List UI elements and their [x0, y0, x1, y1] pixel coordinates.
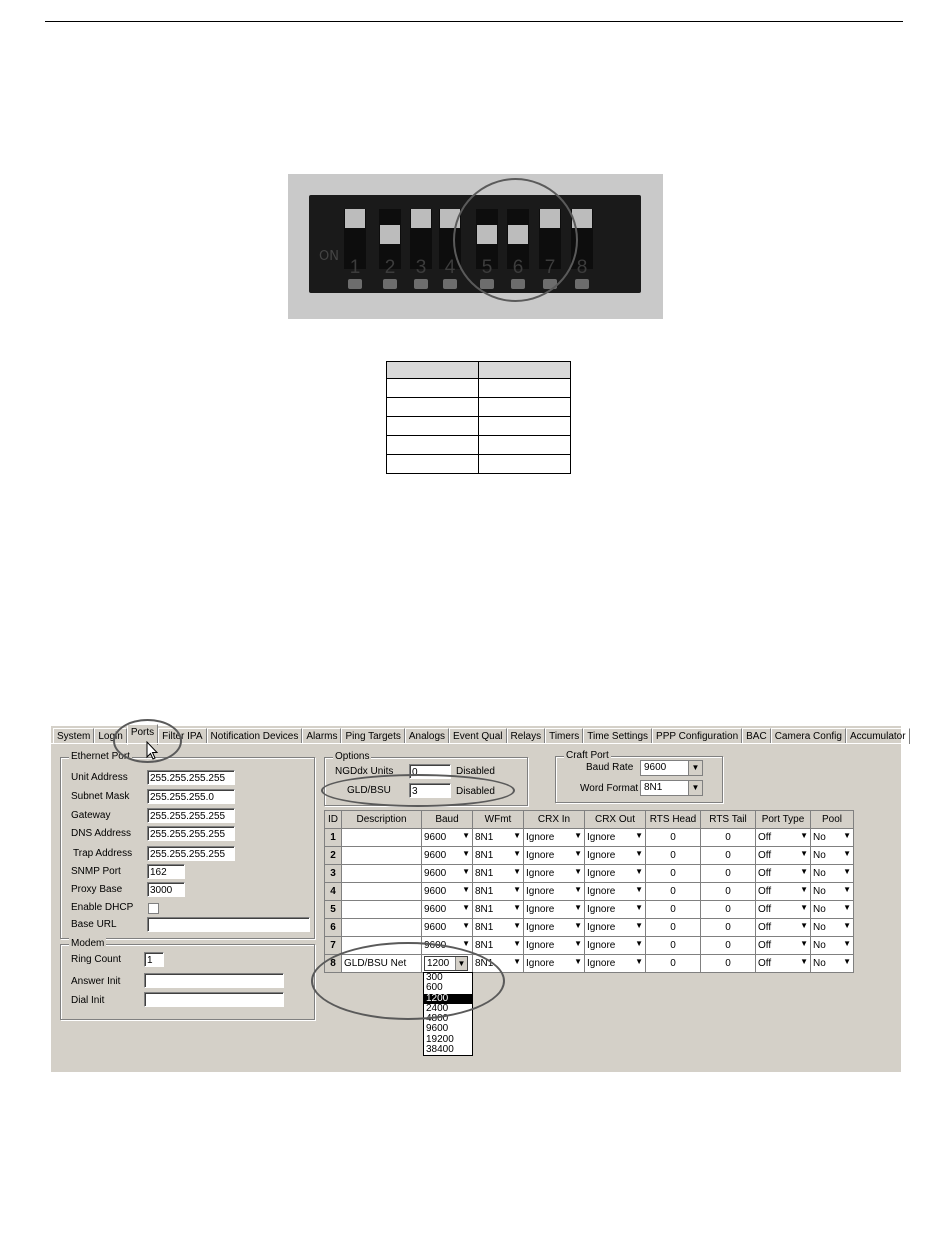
grid-cell[interactable]: 9600 ▼ — [422, 883, 473, 901]
table-row — [325, 883, 854, 901]
grid-cell[interactable]: 0 — [701, 919, 756, 937]
chevron-down-icon[interactable]: ▼ — [574, 867, 582, 876]
tab-accumulator[interactable]: Accumulator — [846, 728, 910, 744]
enable-dhcp-checkbox[interactable] — [148, 903, 159, 914]
column-header[interactable]: CRX In — [524, 811, 585, 829]
tab-filter-ipa[interactable]: Filter IPA — [158, 728, 206, 744]
grid-cell[interactable]: Ignore ▼ — [585, 865, 646, 883]
grid-cell[interactable]: 0 — [701, 865, 756, 883]
baud-option[interactable]: 600 — [426, 982, 443, 994]
unit-address-label: Unit Address — [71, 772, 128, 783]
dip-switch-pad — [443, 279, 457, 289]
table-row — [325, 865, 854, 883]
chevron-down-icon[interactable]: ▼ — [455, 957, 467, 970]
grid-cell[interactable]: 8N1 ▼ — [473, 829, 524, 847]
craft-port-title: Craft Port — [566, 750, 609, 761]
grid-cell[interactable]: Ignore ▼ — [524, 919, 585, 937]
chevron-down-icon[interactable]: ▼ — [635, 903, 643, 912]
modem-group — [60, 938, 315, 1020]
row-id: 1 — [325, 829, 342, 847]
subnet-mask-label: Subnet Mask — [71, 791, 130, 802]
tab-ppp-configuration[interactable]: PPP Configuration — [652, 728, 742, 744]
ring-count-field[interactable]: 1 — [144, 952, 164, 967]
grid-cell[interactable]: GLD/BSU Net — [342, 955, 422, 973]
tab-ports[interactable]: Ports — [127, 724, 158, 745]
chevron-down-icon[interactable]: ▼ — [800, 885, 808, 894]
grid-cell[interactable]: 0 — [701, 829, 756, 847]
subnet-mask-field[interactable]: 255.255.255.0 — [147, 789, 235, 804]
dip-switch-number: 4 — [444, 257, 456, 278]
grid-cell[interactable]: 8N1 ▼ — [473, 865, 524, 883]
grid-cell[interactable]: 0 — [646, 829, 701, 847]
baud-option[interactable]: 2400 — [426, 1002, 449, 1014]
ethernet-port-group — [60, 751, 315, 939]
grid-cell[interactable]: 0 — [646, 937, 701, 955]
row-id: 3 — [325, 865, 342, 883]
grid-cell[interactable]: 9600 ▼ — [422, 901, 473, 919]
row-id: 6 — [325, 919, 342, 937]
grid-cell[interactable]: 9600 ▼ — [422, 919, 473, 937]
chevron-down-icon[interactable]: ▼ — [635, 885, 643, 894]
grid-cell[interactable]: 0 — [701, 901, 756, 919]
grid-cell[interactable]: Off ▼ — [756, 919, 811, 937]
grid-cell[interactable]: No ▼ — [811, 829, 854, 847]
column-header[interactable]: RTS Tail — [701, 811, 756, 829]
dip-switch-number: 3 — [415, 257, 427, 278]
column-header[interactable]: ID — [325, 811, 342, 829]
grid-cell[interactable]: 0 — [701, 883, 756, 901]
snmp-port-label: SNMP Port — [71, 866, 121, 877]
grid-cell[interactable] — [342, 865, 422, 883]
dip-switch-knob — [380, 225, 400, 244]
grid-cell[interactable]: Ignore ▼ — [585, 937, 646, 955]
grid-cell[interactable]: Ignore ▼ — [524, 865, 585, 883]
baud-rate-select[interactable]: 9600 ▼ — [640, 760, 703, 776]
tab-timers[interactable]: Timers — [545, 728, 583, 744]
grid-cell[interactable]: 0 — [646, 901, 701, 919]
tab-bac[interactable]: BAC — [742, 728, 771, 744]
dip-switch-pad — [348, 279, 362, 289]
chevron-down-icon[interactable]: ▼ — [843, 921, 851, 930]
dip-switch-pad — [383, 279, 397, 289]
chevron-down-icon[interactable]: ▼ — [688, 781, 702, 795]
grid-cell[interactable] — [342, 829, 422, 847]
grid-cell[interactable]: 9600 ▼ — [422, 865, 473, 883]
chevron-down-icon[interactable]: ▼ — [843, 957, 851, 966]
chevron-down-icon[interactable]: ▼ — [635, 831, 643, 840]
row-id: 7 — [325, 937, 342, 955]
grid-cell[interactable]: Off ▼ — [756, 883, 811, 901]
grid-cell[interactable] — [342, 847, 422, 865]
row-id: 5 — [325, 901, 342, 919]
word-format-label: Word Format — [580, 783, 639, 794]
dip-switch-1 — [344, 209, 366, 278]
table-row — [325, 919, 854, 937]
chevron-down-icon[interactable]: ▼ — [462, 849, 470, 858]
dip-switch-number: 1 — [349, 257, 361, 278]
trap-address-field[interactable]: 255.255.255.255 — [147, 846, 235, 861]
baud-select-active[interactable]: 1200 ▼ — [424, 956, 468, 971]
chevron-down-icon[interactable]: ▼ — [800, 867, 808, 876]
baud-option[interactable]: 19200 — [426, 1033, 454, 1045]
chevron-down-icon[interactable]: ▼ — [574, 885, 582, 894]
grid-cell[interactable]: Off ▼ — [756, 865, 811, 883]
chevron-down-icon[interactable]: ▼ — [800, 957, 808, 966]
tab-relays[interactable]: Relays — [507, 728, 546, 744]
dip-switch-photo — [288, 174, 663, 319]
craft-port-group — [555, 750, 723, 803]
answer-init-label: Answer Init — [71, 976, 121, 987]
enable-dhcp-label: Enable DHCP — [71, 902, 134, 913]
grid-cell[interactable]: Ignore ▼ — [585, 829, 646, 847]
chevron-down-icon[interactable]: ▼ — [462, 831, 470, 840]
dip-switch-number: 8 — [576, 257, 588, 278]
chevron-down-icon[interactable]: ▼ — [635, 957, 643, 966]
chevron-down-icon[interactable]: ▼ — [513, 831, 521, 840]
chevron-down-icon[interactable]: ▼ — [843, 849, 851, 858]
snmp-port-field[interactable]: 162 — [147, 864, 185, 879]
row-id: 8 — [325, 955, 342, 973]
tab-notification-devices[interactable]: Notification Devices — [207, 728, 303, 744]
grid-cell[interactable]: No ▼ — [811, 847, 854, 865]
proxy-base-field[interactable]: 3000 — [147, 882, 185, 897]
tab-ping-targets[interactable]: Ping Targets — [341, 728, 404, 744]
dip-switch-number: 5 — [481, 257, 493, 278]
gld-bsu-label: GLD/BSU — [347, 785, 391, 796]
highlight-circle-baud — [311, 942, 505, 1020]
column-header[interactable]: Description — [342, 811, 422, 829]
dial-init-label: Dial Init — [71, 995, 105, 1006]
grid-cell[interactable]: Ignore ▼ — [524, 847, 585, 865]
grid-cell[interactable]: Ignore ▼ — [524, 901, 585, 919]
chevron-down-icon[interactable]: ▼ — [843, 867, 851, 876]
grid-cell[interactable]: Ignore ▼ — [524, 955, 585, 973]
row-id: 2 — [325, 847, 342, 865]
tab-analogs[interactable]: Analogs — [405, 728, 449, 744]
grid-cell[interactable] — [342, 919, 422, 937]
ngd-units-label: NGDdx Units — [335, 766, 394, 777]
baud-option[interactable]: 4800 — [426, 1013, 449, 1025]
chevron-down-icon[interactable]: ▼ — [843, 903, 851, 912]
highlight-circle-dip — [453, 178, 578, 302]
chevron-down-icon[interactable]: ▼ — [513, 903, 521, 912]
dip-switch-3 — [410, 209, 432, 278]
highlight-circle-gld-bsu — [321, 774, 515, 807]
chevron-down-icon[interactable]: ▼ — [462, 939, 470, 948]
chevron-down-icon[interactable]: ▼ — [800, 849, 808, 858]
gld-bsu-field[interactable]: 3 — [409, 783, 451, 798]
proxy-base-label: Proxy Base — [71, 884, 123, 895]
chevron-down-icon[interactable]: ▼ — [800, 831, 808, 840]
tab-event-qual[interactable]: Event Qual — [449, 728, 506, 744]
chevron-down-icon[interactable]: ▼ — [513, 921, 521, 930]
dns-address-label: DNS Address — [71, 828, 132, 839]
chevron-down-icon[interactable]: ▼ — [800, 939, 808, 948]
grid-cell[interactable]: 0 — [646, 955, 701, 973]
dip-switch-pad — [414, 279, 428, 289]
chevron-down-icon[interactable]: ▼ — [513, 957, 521, 966]
grid-cell[interactable] — [342, 901, 422, 919]
chevron-down-icon[interactable]: ▼ — [843, 831, 851, 840]
chevron-down-icon[interactable]: ▼ — [574, 921, 582, 930]
chevron-down-icon[interactable]: ▼ — [513, 939, 521, 948]
tab-camera-config[interactable]: Camera Config — [771, 728, 846, 744]
tab-time-settings[interactable]: Time Settings — [583, 728, 652, 744]
trap-address-label: Trap Address — [73, 848, 133, 859]
chevron-down-icon[interactable]: ▼ — [513, 867, 521, 876]
grid-cell[interactable]: 8N1 ▼ — [473, 955, 524, 973]
dip-on-label: ON — [319, 249, 339, 264]
ngd-units-field[interactable]: 0 — [409, 764, 451, 779]
grid-cell[interactable]: 0 — [701, 937, 756, 955]
chevron-down-icon[interactable]: ▼ — [574, 939, 582, 948]
grid-cell[interactable]: Off ▼ — [756, 847, 811, 865]
baud-option[interactable]: 9600 — [426, 1023, 449, 1035]
column-header[interactable]: Baud — [422, 811, 473, 829]
chevron-down-icon[interactable]: ▼ — [462, 867, 470, 876]
dns-address-field[interactable]: 255.255.255.255 — [147, 826, 235, 841]
row-id: 4 — [325, 883, 342, 901]
chevron-down-icon[interactable]: ▼ — [843, 939, 851, 948]
chevron-down-icon[interactable]: ▼ — [635, 921, 643, 930]
grid-cell[interactable]: Ignore ▼ — [585, 847, 646, 865]
tab-alarms[interactable]: Alarms — [302, 728, 341, 744]
answer-init-field[interactable] — [144, 973, 284, 988]
chevron-down-icon[interactable]: ▼ — [513, 849, 521, 858]
grid-cell[interactable]: No ▼ — [811, 955, 854, 973]
dip-switch-knob — [345, 209, 365, 228]
grid-cell[interactable]: 8N1 ▼ — [473, 901, 524, 919]
grid-cell[interactable]: Ignore ▼ — [585, 919, 646, 937]
chevron-down-icon[interactable]: ▼ — [462, 885, 470, 894]
column-header[interactable]: CRX Out — [585, 811, 646, 829]
ring-count-label: Ring Count — [71, 954, 122, 965]
grid-cell[interactable]: No ▼ — [811, 865, 854, 883]
chevron-down-icon[interactable]: ▼ — [574, 831, 582, 840]
unit-address-field[interactable]: 255.255.255.255 — [147, 770, 235, 785]
chevron-down-icon[interactable]: ▼ — [513, 885, 521, 894]
grid-cell[interactable]: No ▼ — [811, 919, 854, 937]
grid-cell[interactable]: 9600 ▼ — [422, 937, 473, 955]
column-header[interactable]: WFmt — [473, 811, 524, 829]
word-format-select[interactable]: 8N1 ▼ — [640, 780, 703, 796]
chevron-down-icon[interactable]: ▼ — [800, 903, 808, 912]
chevron-down-icon[interactable]: ▼ — [574, 903, 582, 912]
grid-cell[interactable]: 0 — [646, 919, 701, 937]
chevron-down-icon[interactable]: ▼ — [843, 885, 851, 894]
gateway-label: Gateway — [71, 810, 111, 821]
grid-cell[interactable]: Ignore ▼ — [585, 955, 646, 973]
grid-cell[interactable]: Off ▼ — [756, 829, 811, 847]
tab-login[interactable]: Login — [94, 728, 126, 744]
chevron-down-icon[interactable]: ▼ — [574, 849, 582, 858]
grid-cell[interactable]: Off ▼ — [756, 937, 811, 955]
baud-option[interactable]: 1200 — [424, 994, 472, 1004]
grid-cell[interactable]: No ▼ — [811, 901, 854, 919]
grid-cell[interactable]: Ignore ▼ — [585, 883, 646, 901]
modem-title: Modem — [71, 938, 105, 949]
grid-cell[interactable]: 0 — [646, 865, 701, 883]
dial-init-field[interactable] — [144, 992, 284, 1007]
dip-switch-number: 6 — [512, 257, 524, 278]
grid-cell[interactable]: 9600 ▼ — [422, 847, 473, 865]
grid-cell[interactable] — [342, 883, 422, 901]
table-row — [325, 829, 854, 847]
grid-cell[interactable]: Ignore ▼ — [524, 829, 585, 847]
base-url-label: Base URL — [71, 919, 117, 930]
grid-cell[interactable]: Off ▼ — [756, 901, 811, 919]
grid-cell[interactable]: Ignore ▼ — [524, 937, 585, 955]
tab-system[interactable]: System — [53, 728, 94, 744]
ports-config-window — [51, 726, 906, 1072]
chevron-down-icon[interactable]: ▼ — [462, 903, 470, 912]
page-rule — [45, 21, 903, 22]
table-row — [325, 901, 854, 919]
mouse-cursor-icon — [146, 741, 160, 761]
dip-switch-knob — [411, 209, 431, 228]
grid-cell[interactable]: No ▼ — [811, 883, 854, 901]
column-header[interactable]: RTS Head — [646, 811, 701, 829]
chevron-down-icon[interactable]: ▼ — [688, 761, 702, 775]
baud-rate-label: Baud Rate — [586, 762, 634, 773]
column-header[interactable]: Pool — [811, 811, 854, 829]
grid-cell[interactable]: 9600 ▼ — [422, 829, 473, 847]
gld-bsu-status: Disabled — [456, 786, 495, 797]
grid-cell[interactable]: 0 — [701, 955, 756, 973]
grid-cell[interactable]: 8N1 ▼ — [473, 919, 524, 937]
grid-cell[interactable]: 0 — [701, 847, 756, 865]
options-title: Options — [335, 751, 370, 762]
chevron-down-icon[interactable]: ▼ — [462, 921, 470, 930]
grid-cell[interactable]: 8N1 ▼ — [473, 883, 524, 901]
grid-cell[interactable]: Ignore ▼ — [585, 901, 646, 919]
ethernet-port-title: Ethernet Port — [71, 751, 130, 762]
dip-switch-number: 2 — [384, 257, 396, 278]
grid-cell[interactable]: 8N1 ▼ — [473, 937, 524, 955]
baud-option[interactable]: 300 — [426, 972, 443, 983]
chevron-down-icon[interactable]: ▼ — [635, 939, 643, 948]
chevron-down-icon[interactable]: ▼ — [574, 957, 582, 966]
dip-switch-pad — [575, 279, 589, 289]
grid-cell[interactable]: 0 — [646, 847, 701, 865]
chevron-down-icon[interactable]: ▼ — [635, 867, 643, 876]
grid-cell[interactable]: 8N1 ▼ — [473, 847, 524, 865]
grid-cell[interactable]: Off ▼ — [756, 955, 811, 973]
table-row — [325, 847, 854, 865]
base-url-field[interactable] — [147, 917, 310, 932]
chevron-down-icon[interactable]: ▼ — [635, 849, 643, 858]
dip-switch-2 — [379, 209, 401, 278]
grid-cell[interactable]: 0 — [646, 883, 701, 901]
grid-cell[interactable]: Ignore ▼ — [524, 883, 585, 901]
baud-option[interactable]: 38400 — [426, 1044, 454, 1056]
chevron-down-icon[interactable]: ▼ — [800, 921, 808, 930]
switch-settings-table — [386, 361, 571, 474]
gateway-field[interactable]: 255.255.255.255 — [147, 808, 235, 823]
grid-cell[interactable]: No ▼ — [811, 937, 854, 955]
column-header[interactable]: Port Type — [756, 811, 811, 829]
dip-switch-number: 7 — [544, 257, 556, 278]
ngd-units-status: Disabled — [456, 766, 495, 777]
